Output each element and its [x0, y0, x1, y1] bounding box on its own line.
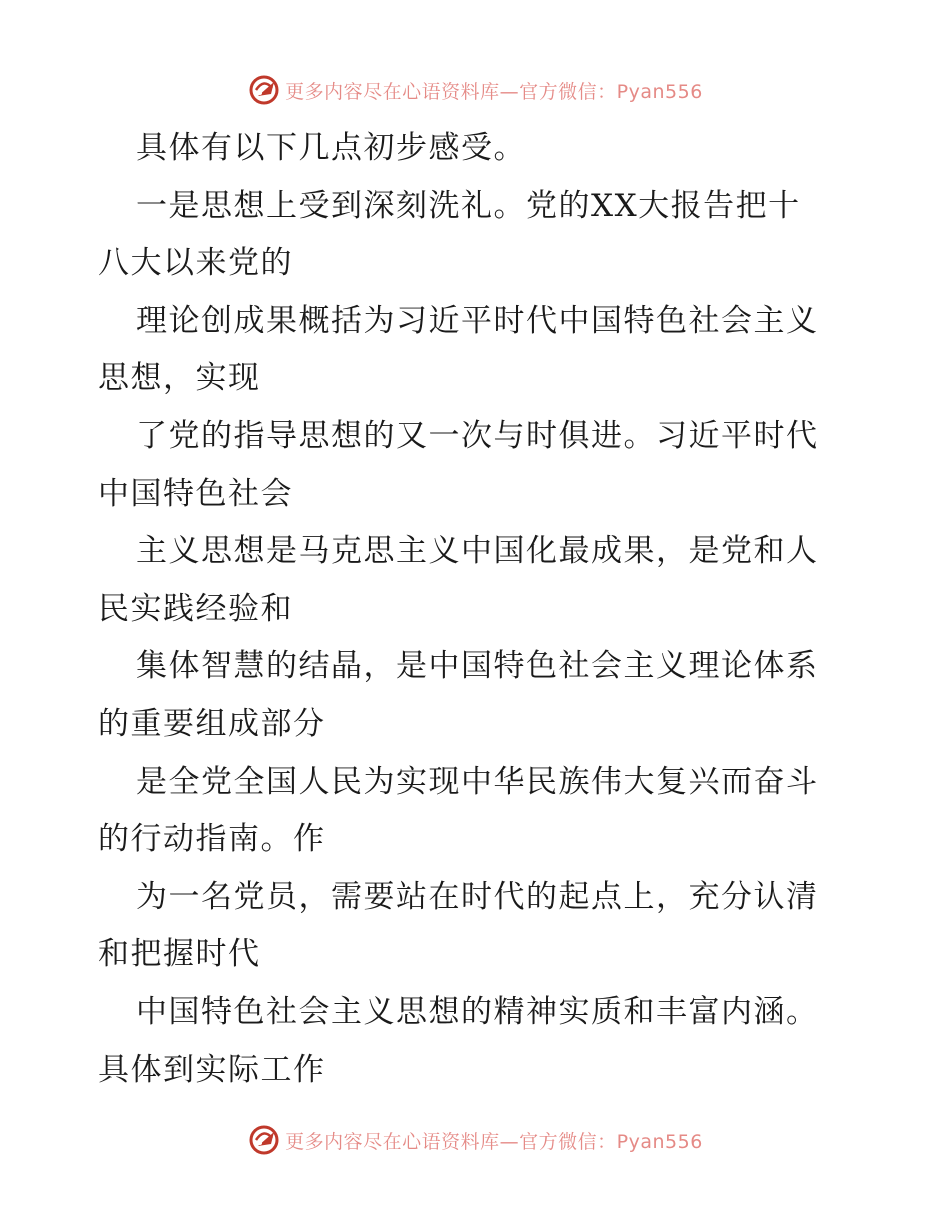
text-line: 具体有以下几点初步感受。 [136, 130, 526, 166]
text-line: 思想，实现 [98, 360, 261, 397]
document-body [98, 120, 858, 1099]
text-line: 为一名党员，需要站在时代的起点上，充分认清 [136, 878, 819, 915]
text-line: 中国特色社会主义思想的精神实质和丰富内涵。 [136, 993, 819, 1030]
text-line: 了党的指导思想的又一次与时俱进。习近平时代 [136, 417, 819, 454]
footer-banner [0, 1122, 950, 1158]
text-line: 和把握时代 [98, 936, 261, 973]
text-line: 是全党全国人民为实现中华民族伟大复兴而奋斗 [136, 763, 819, 800]
text-line: 八大以来党的 [98, 245, 293, 282]
footer-banner-text: 更多内容尽在心语资料库—官方微信：Pyan556 [285, 1130, 703, 1153]
logo-icon [247, 73, 281, 107]
header-banner-text: 更多内容尽在心语资料库—官方微信：Pyan556 [285, 80, 703, 103]
text-line: 的重要组成部分 [98, 705, 326, 742]
header-banner [0, 72, 950, 108]
text-line: 一是思想上受到深刻洗礼。党的XX大报告把十 [136, 187, 801, 224]
text-line: 中国特色社会 [98, 475, 293, 512]
text-line: 具体到实际工作 [98, 1051, 326, 1088]
text-line: 主义思想是马克思主义中国化最成果，是党和人 [136, 533, 819, 570]
text-line: 的行动指南。作 [98, 821, 326, 858]
text-line: 集体智慧的结晶，是中国特色社会主义理论体系 [136, 648, 819, 685]
text-line: 民实践经验和 [98, 590, 293, 627]
logo-icon [247, 1123, 281, 1157]
text-line: 理论创成果概括为习近平时代中国特色社会主义 [136, 302, 819, 339]
